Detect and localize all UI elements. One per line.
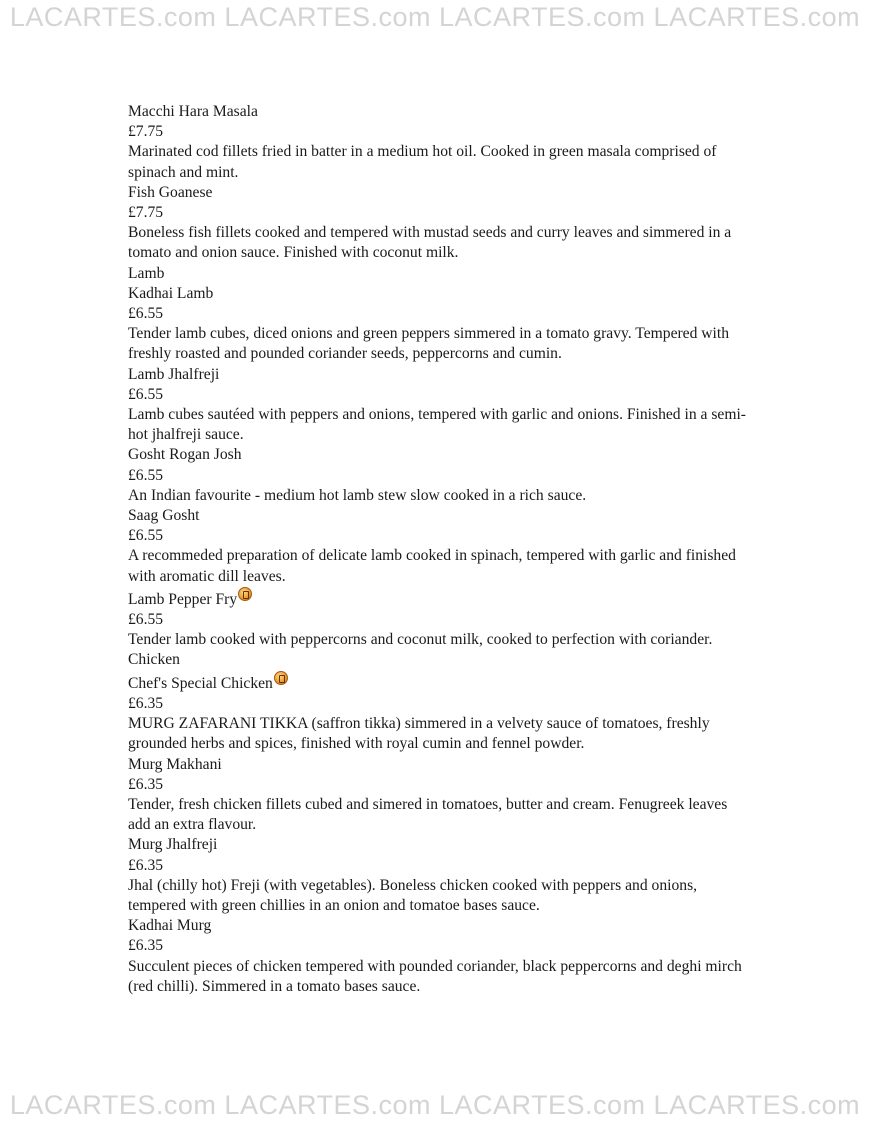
dish-name: Saag Gosht: [128, 507, 200, 525]
menu-item: [128, 835, 748, 916]
dish-name: Fish Goanese: [128, 183, 213, 201]
dish-price: £7.75: [128, 123, 164, 141]
menu-item: [128, 506, 748, 587]
dish-name: Kadhai Lamb: [128, 284, 214, 302]
section-heading: Lamb: [128, 264, 165, 282]
menu-item: [128, 916, 748, 997]
dish-name: Lamb Jhalfreji: [128, 365, 220, 383]
watermark-top: LACARTES.com LACARTES.com LACARTES.com LACARTES.com: [9, 2, 861, 32]
menu-item: [128, 365, 748, 446]
menu-section-lamb: [128, 264, 748, 651]
menu-item: [128, 671, 748, 755]
dish-description: A recommeded preparation of delicate lamb cooked in spinach, tempered with garlic and finished with aromatic dill leaves.: [128, 547, 736, 585]
dish-price: £6.35: [128, 856, 164, 874]
chef-special-badge-icon: [274, 671, 288, 685]
menu-section-chicken: [128, 650, 748, 996]
dish-description: MURG ZAFARANI TIKKA (saffron tikka) simmered in a velvety sauce of tomatoes, freshly grounded herbs and spices, finished with royal cumin and fennel powder.: [128, 715, 710, 753]
dish-description: An Indian favourite - medium hot lamb stew slow cooked in a rich sauce.: [128, 486, 587, 504]
dish-price: £7.75: [128, 204, 164, 222]
menu-item: [128, 102, 748, 183]
menu-item: [128, 183, 748, 264]
menu-item: [128, 587, 748, 651]
dish-price: £6.35: [128, 775, 164, 793]
dish-description: Tender, fresh chicken fillets cubed and simered in tomatoes, butter and cream. Fenugreek leaves add an extra flavour.: [128, 795, 728, 834]
chef-special-badge-icon: [238, 587, 252, 601]
dish-name: Macchi Hara Masala: [128, 103, 258, 120]
dish-name: Chef's Special Chicken: [128, 674, 273, 692]
section-heading: Chicken: [128, 651, 180, 669]
menu-item: [128, 445, 748, 506]
menu-item: [128, 755, 748, 836]
dish-description: Lamb cubes sautéed with peppers and onions, tempered with garlic and onions. Finished in a semi-hot jhalfreji sauce.: [128, 406, 746, 444]
dish-name: Murg Makhani: [128, 755, 222, 773]
menu-section: [128, 102, 748, 264]
dish-description: Tender lamb cubes, diced onions and green peppers simmered in a tomato gravy. Tempered with freshly roasted and pounded coriander seeds, peppercorns and cumin.: [128, 325, 730, 363]
dish-price: £6.55: [128, 385, 164, 403]
dish-name: Murg Jhalfreji: [128, 836, 218, 854]
dish-description: Jhal (chilly hot) Freji (with vegetables). Boneless chicken cooked with peppers and onions, tempered with green chillies in an onion and tomatoe bases sauce.: [128, 876, 698, 914]
dish-price: £6.55: [128, 527, 164, 545]
dish-description: Succulent pieces of chicken tempered with pounded coriander, black peppercorns and deghi mirch (red chilli). Simmered in a tomato bases sauce.: [128, 957, 742, 995]
watermark-bottom: LACARTES.com LACARTES.com LACARTES.com LACARTES.com: [9, 1090, 861, 1120]
menu-page: [128, 102, 748, 997]
dish-name-row: [128, 587, 748, 610]
dish-price: £6.35: [128, 694, 164, 712]
menu-item: [128, 284, 748, 365]
dish-name: Gosht Rogan Josh: [128, 446, 242, 464]
dish-name: Kadhai Murg: [128, 917, 212, 935]
dish-price: £6.35: [128, 937, 164, 955]
dish-price: £6.55: [128, 305, 164, 323]
dish-description: Marinated cod fillets fried in batter in a medium hot oil. Cooked in green masala comprised of spinach and mint.: [128, 143, 717, 181]
dish-name: Lamb Pepper Fry: [128, 590, 238, 608]
dish-name-row: [128, 671, 748, 694]
dish-description: Boneless fish fillets cooked and tempered with mustad seeds and curry leaves and simmered in a tomato and onion sauce. Finished with coconut milk.: [128, 224, 732, 262]
dish-price: £6.55: [128, 466, 164, 484]
dish-price: £6.55: [128, 611, 164, 629]
dish-description: Tender lamb cooked with peppercorns and coconut milk, cooked to perfection with coriander.: [128, 631, 713, 649]
